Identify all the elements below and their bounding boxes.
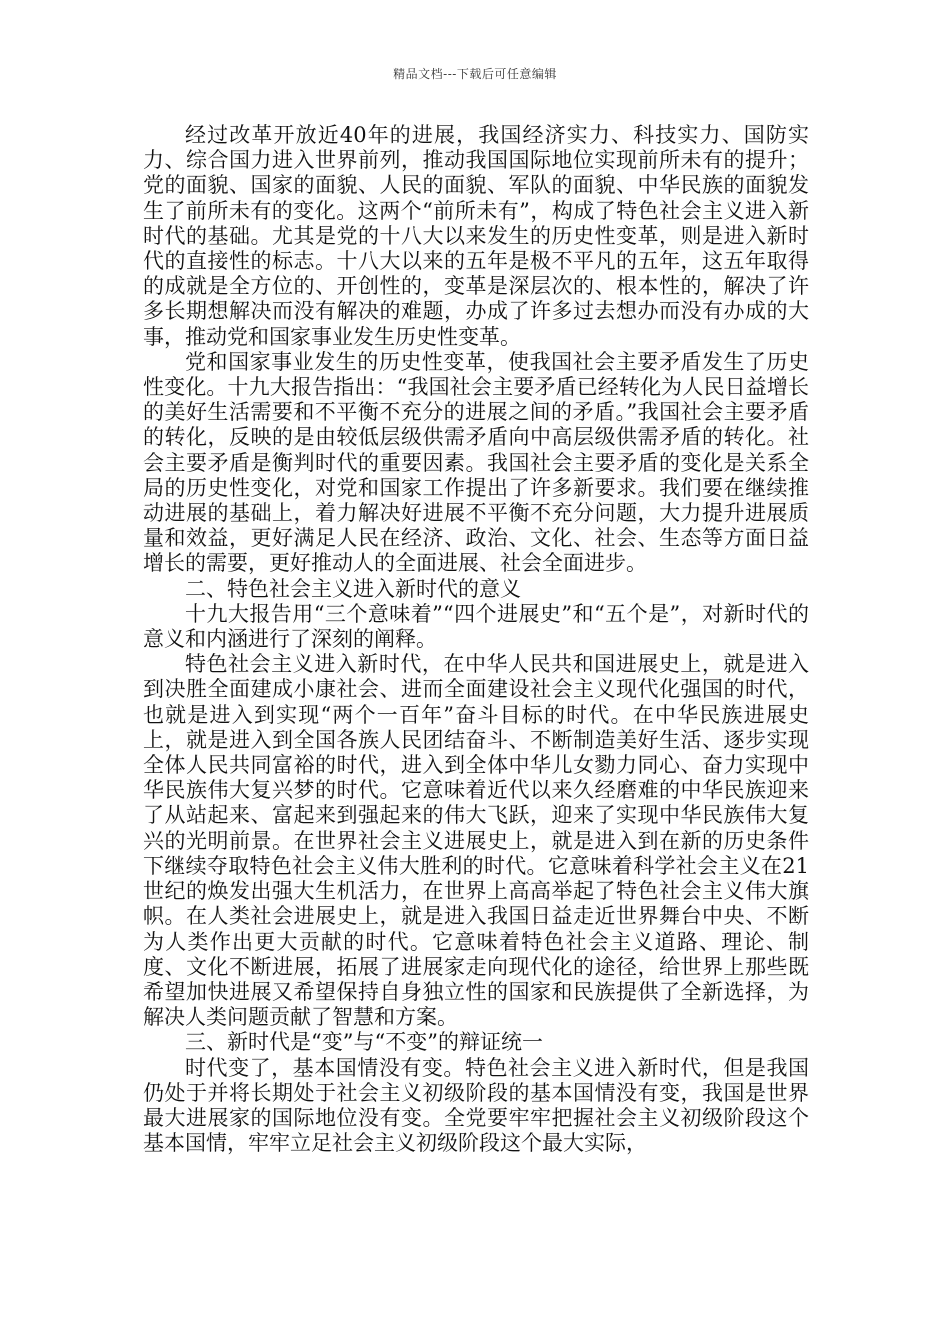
paragraph-basic-national-condition: 时代变了，基本国情没有变。特色社会主义进入新时代，但是我国仍处于并将长期处于社会主义初级阶段的基本国情没有变，我国是世界最大进展家的国际地位没有变。全党要牢牢把握社会主义初级阶段这个基本国情，牢牢立足社会主义初级阶段这个最大实际， — [143, 1055, 809, 1156]
paragraph-new-era-meaning: 特色社会主义进入新时代，在中华人民共和国进展史上，就是进入到决胜全面建成小康社会、进而全面建设社会主义现代化强国的时代，也就是进入到实现“两个一百年”奋斗目标的时代。在中华民族进展史上，就是进入到全国各族人民团结奋斗、不断制造美好生活、逐步实现全体人民共同富裕的时代，进入到全体中华儿女勠力同心、奋力实现中华民族伟大复兴梦的时代。它意味着近代以来久经磨难的中华民族迎来了从站起来、富起来到强起来的伟大飞跃，迎来了实现中华民族伟大复兴的光明前景。在世界社会主义进展史上，就是进入到在新的历史条件下继续夺取特色社会主义伟大胜利的时代。它意味着科学社会主义在21世纪的焕发出强大生机活力，在世界上高高举起了特色社会主义伟大旗帜。在人类社会进展史上，就是进入我国日益走近世界舞台中央、不断为人类作出更大贡献的时代。它意味着特色社会主义道路、理论、制度、文化不断进展，拓展了进展家走向现代化的途径，给世界上那些既希望加快进展又希望保持自身独立性的国家和民族提供了全新选择，为解决人类问题贡献了智慧和方案。 — [143, 652, 809, 1030]
page-header-note: 精品文档---下载后可任意编辑 — [393, 67, 557, 81]
paragraph-report-interpretation: 十九大报告用“三个意味着”“四个进展史”和“五个是”，对新时代的意义和内涵进行了深刻的阐释。 — [143, 601, 809, 652]
document-body — [143, 123, 809, 1156]
section-heading-change-and-constant: 三、新时代是“变”与“不变”的辩证统一 — [185, 1030, 543, 1055]
paragraph-principal-contradiction: 党和国家事业发生的历史性变革，使我国社会主要矛盾发生了历史性变化。十九大报告指出：“我国社会主要矛盾已经转化为人民日益增长的美好生活需要和不平衡不充分的进展之间的矛盾。”我国社会主要矛盾的转化，反映的是由较低层级供需矛盾向中高层级供需矛盾的转化。社会主要矛盾是衡判时代的重要因素。我国社会主要矛盾的变化是关系全局的历史性变化，对党和国家工作提出了许多新要求。我们要在继续推动进展的基础上，着力解决好进展不平衡不充分问题，大力提升进展质量和效益，更好满足人民在经济、政治、文化、社会、生态等方面日益增长的需要，更好推动人的全面进展、社会全面进步。 — [143, 349, 809, 576]
paragraph-reform-achievements: 经过改革开放近40年的进展，我国经济实力、科技实力、国防实力、综合国力进入世界前列，推动我国国际地位实现前所未有的提升；党的面貌、国家的面貌、人民的面貌、军队的面貌、中华民族的面貌发生了前所未有的变化。这两个“前所未有”，构成了特色社会主义进入新时代的基础。尤其是党的十八大以来发生的历史性变革，则是进入新时代的直接性的标志。十八大以来的五年是极不平凡的五年，这五年取得的成就是全方位的、开创性的，变革是深层次的、根本性的，解决了许多长期想解决而没有解决的难题，办成了许多过去想办而没有办成的大事，推动党和国家事业发生历史性变革。 — [143, 123, 809, 349]
section-heading-significance: 二、特色社会主义进入新时代的意义 — [185, 576, 521, 601]
